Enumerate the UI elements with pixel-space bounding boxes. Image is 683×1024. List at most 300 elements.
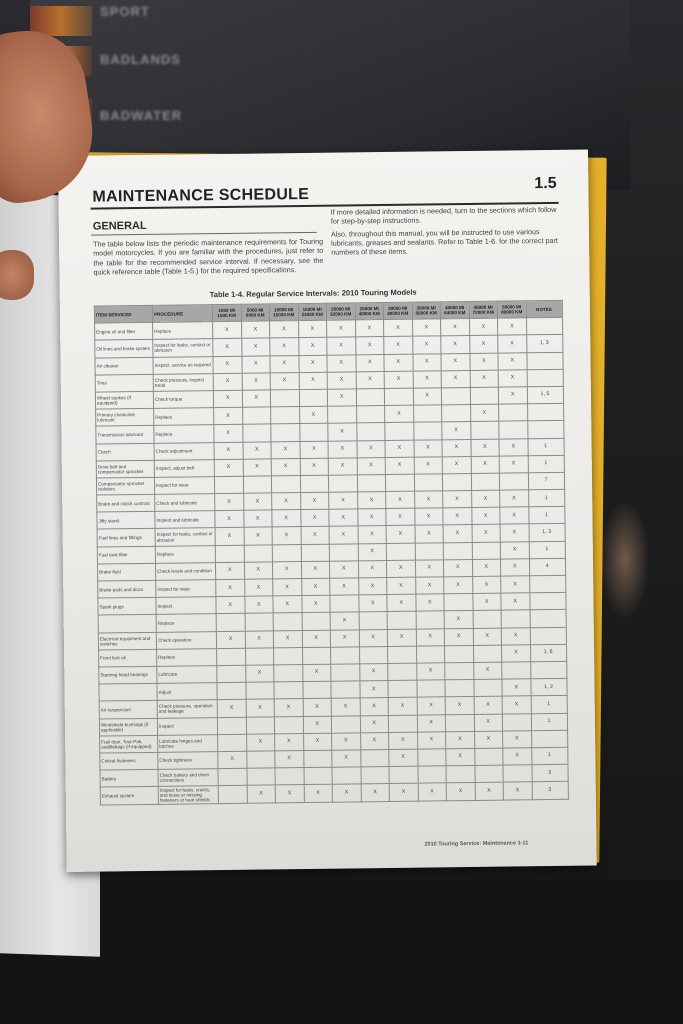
interval-mark-cell: X <box>298 338 327 356</box>
notes-cell <box>530 627 566 645</box>
interval-mark-cell: X <box>357 492 386 510</box>
interval-mark-cell: X <box>329 492 358 510</box>
interval-mark-cell: X <box>361 784 390 802</box>
interval-mark-cell <box>360 749 389 767</box>
interval-mark-cell: X <box>385 405 414 423</box>
procedure-cell: Adjust <box>157 683 217 701</box>
notes-cell <box>526 352 562 370</box>
interval-mark-cell: X <box>444 576 473 594</box>
interval-mark-cell: X <box>214 442 243 460</box>
table-header-cell: 1000 MI 1600 KM <box>212 304 241 322</box>
interval-mark-cell <box>330 595 359 613</box>
interval-mark-cell: X <box>471 490 500 508</box>
interval-mark-cell: X <box>474 731 503 749</box>
procedure-cell: Replace <box>156 614 216 632</box>
interval-mark-cell <box>302 613 331 631</box>
desk-surface <box>0 880 683 1024</box>
interval-mark-cell: X <box>389 732 418 750</box>
interval-mark-cell: X <box>215 493 244 511</box>
interval-mark-cell: X <box>214 425 243 443</box>
interval-mark-cell <box>303 767 332 785</box>
interval-mark-cell <box>388 680 417 698</box>
right-paragraph: If more detailed information is needed, turn to the sections which follow for step-by-step instructions. <box>330 204 557 226</box>
interval-mark-cell: X <box>357 457 386 475</box>
notes-cell: 1, 3 <box>526 335 562 353</box>
interval-mark-cell: X <box>303 716 332 734</box>
interval-mark-cell: X <box>300 458 329 476</box>
interval-mark-cell: X <box>301 595 330 613</box>
interval-mark-cell: X <box>245 665 274 683</box>
interval-mark-cell <box>499 421 528 439</box>
item-cell: Jiffy stand <box>97 512 155 530</box>
interval-mark-cell: X <box>330 578 359 596</box>
interval-mark-cell: X <box>416 663 445 681</box>
interval-mark-cell: X <box>355 320 384 338</box>
notes-cell: 3 <box>531 764 567 782</box>
notes-cell: 3 <box>532 782 568 800</box>
interval-mark-cell: X <box>441 353 470 371</box>
interval-mark-cell <box>331 715 360 733</box>
interval-mark-cell <box>272 544 301 562</box>
interval-mark-cell: X <box>387 577 416 595</box>
interval-mark-cell <box>385 474 414 492</box>
interval-mark-cell: X <box>443 508 472 526</box>
interval-mark-cell <box>416 646 445 664</box>
interval-mark-cell: X <box>298 320 327 338</box>
table-header-cell: 40000 MI 64000 KM <box>440 301 469 319</box>
right-paragraph: Also, throughout this manual, you will be instructed to use various lubricants, greases and sealants. Refer to Table 1-6. for the correct part numbers of these items. <box>330 226 558 257</box>
interval-mark-cell <box>471 473 500 491</box>
interval-mark-cell: X <box>216 596 245 614</box>
interval-mark-cell: X <box>413 439 442 457</box>
interval-mark-cell <box>501 610 530 628</box>
interval-mark-cell <box>328 475 357 493</box>
interval-mark-cell: X <box>386 560 415 578</box>
item-cell: Battery <box>100 769 158 787</box>
interval-mark-cell: X <box>273 596 302 614</box>
interval-mark-cell <box>274 664 303 682</box>
interval-mark-cell: X <box>358 560 387 578</box>
procedure-cell: Inspect, adjust belt <box>154 459 214 477</box>
interval-mark-cell: X <box>327 337 356 355</box>
monitor-menu-item: BADLANDS <box>100 52 181 67</box>
interval-mark-cell: X <box>217 700 246 718</box>
interval-mark-cell: X <box>273 579 302 597</box>
procedure-cell: Inspect for leaks, contact or abrasion <box>153 339 213 357</box>
notes-cell: 1 <box>531 747 567 765</box>
interval-mark-cell: X <box>386 491 415 509</box>
interval-mark-cell <box>217 648 246 666</box>
interval-mark-cell: X <box>413 371 442 389</box>
interval-mark-cell: X <box>417 714 446 732</box>
interval-mark-cell <box>271 424 300 442</box>
item-cell: Brake pads and discs <box>98 580 156 598</box>
interval-mark-cell: X <box>246 734 275 752</box>
interval-mark-cell: X <box>242 390 271 408</box>
interval-mark-cell: X <box>389 783 418 801</box>
interval-mark-cell <box>473 645 502 663</box>
interval-mark-cell: X <box>218 751 247 769</box>
interval-mark-cell: X <box>359 681 388 699</box>
interval-mark-cell: X <box>386 508 415 526</box>
interval-mark-cell: X <box>498 335 527 353</box>
interval-mark-cell: X <box>332 733 361 751</box>
interval-mark-cell: X <box>246 699 275 717</box>
interval-mark-cell: X <box>271 441 300 459</box>
procedure-cell: Check pressure, operation and leakage <box>157 700 217 718</box>
table-header-cell: 45000 MI 72000 KM <box>469 301 498 319</box>
section-rule <box>91 232 317 236</box>
procedure-cell: Replace <box>157 648 217 666</box>
interval-mark-cell: X <box>469 336 498 354</box>
interval-mark-cell <box>445 680 474 698</box>
procedure-cell: Inspect and lubricate <box>155 511 215 529</box>
interval-mark-cell: X <box>272 527 301 545</box>
interval-mark-cell <box>299 389 328 407</box>
procedure-cell: Check torque <box>153 391 213 409</box>
interval-mark-cell: X <box>243 493 272 511</box>
interval-mark-cell: X <box>501 593 530 611</box>
item-cell <box>99 683 157 701</box>
item-cell: Electrical equipment and switches <box>98 632 156 650</box>
interval-mark-cell: X <box>412 353 441 371</box>
interval-mark-cell: X <box>475 782 504 800</box>
table-header-cell: NOTES <box>526 300 562 318</box>
interval-mark-cell: X <box>247 785 276 803</box>
procedure-cell: Inspect for wear <box>156 580 216 598</box>
item-cell: Brake and clutch controls <box>97 494 155 512</box>
interval-mark-cell: X <box>446 731 475 749</box>
interval-mark-cell: X <box>471 507 500 525</box>
item-cell: Clutch <box>96 443 154 461</box>
interval-mark-cell <box>245 682 274 700</box>
interval-mark-cell <box>356 406 385 424</box>
interval-mark-cell: X <box>300 509 329 527</box>
interval-mark-cell: X <box>499 455 528 473</box>
interval-mark-cell: X <box>270 338 299 356</box>
interval-mark-cell: X <box>245 630 274 648</box>
interval-mark-cell: X <box>358 595 387 613</box>
interval-mark-cell <box>388 715 417 733</box>
interval-mark-cell: X <box>299 406 328 424</box>
table-header-cell: PROCEDURE <box>152 305 212 323</box>
interval-mark-cell: X <box>470 404 499 422</box>
monitor-menu-item: SPORT <box>100 4 150 19</box>
interval-mark-cell <box>413 422 442 440</box>
interval-mark-cell <box>470 387 499 405</box>
interval-mark-cell: X <box>415 594 444 612</box>
notes-cell: 1 <box>528 455 564 473</box>
interval-mark-cell: X <box>216 631 245 649</box>
interval-mark-cell: X <box>241 355 270 373</box>
interval-mark-cell: X <box>330 612 359 630</box>
interval-mark-cell: X <box>469 353 498 371</box>
interval-mark-cell: X <box>444 611 473 629</box>
interval-mark-cell <box>388 663 417 681</box>
interval-mark-cell: X <box>498 387 527 405</box>
item-cell: Tires <box>95 374 153 392</box>
interval-mark-cell: X <box>270 372 299 390</box>
interval-mark-cell <box>242 407 271 425</box>
holding-finger <box>0 250 34 300</box>
notes-cell <box>530 661 566 679</box>
interval-mark-cell: X <box>415 560 444 578</box>
notes-cell: 1 <box>531 696 567 714</box>
interval-mark-cell <box>499 404 528 422</box>
interval-mark-cell <box>417 749 446 767</box>
procedure-cell: Check adjustment <box>154 442 214 460</box>
interval-mark-cell: X <box>384 354 413 372</box>
procedure-cell: Replace <box>154 425 214 443</box>
interval-mark-cell: X <box>271 458 300 476</box>
interval-mark-cell: X <box>417 697 446 715</box>
interval-mark-cell <box>474 748 503 766</box>
procedure-cell: Inspect <box>157 717 217 735</box>
interval-mark-cell <box>416 680 445 698</box>
procedure-cell: Check operation <box>156 631 216 649</box>
interval-mark-cell <box>274 682 303 700</box>
interval-mark-cell: X <box>471 456 500 474</box>
interval-mark-cell <box>214 476 243 494</box>
interval-mark-cell: X <box>385 457 414 475</box>
interval-mark-cell <box>245 648 274 666</box>
notes-cell <box>527 369 563 387</box>
interval-mark-cell: X <box>415 525 444 543</box>
interval-mark-cell: X <box>384 371 413 389</box>
monitor-menu-item: BADWATER <box>100 108 183 123</box>
interval-mark-cell: X <box>243 441 272 459</box>
interval-mark-cell: X <box>301 561 330 579</box>
interval-mark-cell: X <box>215 528 244 546</box>
interval-mark-cell: X <box>415 577 444 595</box>
interval-mark-cell: X <box>303 699 332 717</box>
interval-mark-cell <box>274 647 303 665</box>
notes-cell <box>526 318 562 336</box>
interval-mark-cell: X <box>216 579 245 597</box>
interval-mark-cell <box>274 716 303 734</box>
notes-cell: 1 <box>527 438 563 456</box>
interval-mark-cell <box>357 474 386 492</box>
interval-mark-cell: X <box>441 336 470 354</box>
interval-mark-cell: X <box>302 664 331 682</box>
interval-mark-cell: X <box>332 784 361 802</box>
section-number: 1.5 <box>534 174 557 193</box>
notes-cell: 1, 5 <box>527 386 563 404</box>
interval-mark-cell <box>356 388 385 406</box>
procedure-cell: Lubricate <box>157 666 217 684</box>
interval-mark-cell <box>270 390 299 408</box>
interval-mark-cell: X <box>356 371 385 389</box>
interval-mark-cell <box>389 766 418 784</box>
interval-mark-cell: X <box>474 696 503 714</box>
notes-cell <box>527 421 563 439</box>
interval-mark-cell: X <box>213 373 242 391</box>
interval-mark-cell <box>472 542 501 560</box>
interval-mark-cell: X <box>357 509 386 527</box>
procedure-cell: Inspect for leaks, cracks, and loose or missing fasteners or heat shields <box>158 786 218 804</box>
interval-mark-cell: X <box>472 593 501 611</box>
procedure-cell: Check tightness <box>158 751 218 769</box>
interval-mark-cell <box>331 664 360 682</box>
interval-mark-cell: X <box>303 733 332 751</box>
item-cell: Fuel lines and fittings <box>97 529 155 547</box>
interval-mark-cell: X <box>213 321 242 339</box>
interval-mark-cell <box>474 765 503 783</box>
interval-mark-cell <box>300 475 329 493</box>
interval-mark-cell: X <box>327 372 356 390</box>
procedure-cell: Check and lubricate <box>155 494 215 512</box>
interval-mark-cell: X <box>213 356 242 374</box>
interval-mark-cell: X <box>274 699 303 717</box>
interval-mark-cell <box>442 473 471 491</box>
interval-mark-cell: X <box>500 559 529 577</box>
table-header-cell: ITEM SERVICED <box>94 305 152 323</box>
item-cell: Drive belt and compensator sprocket <box>96 460 154 478</box>
interval-mark-cell: X <box>446 748 475 766</box>
interval-mark-cell: X <box>500 490 529 508</box>
interval-mark-cell: X <box>501 627 530 645</box>
item-cell: Windshield bushings (if applicable) <box>99 718 157 736</box>
interval-mark-cell: X <box>442 456 471 474</box>
interval-mark-cell <box>216 614 245 632</box>
interval-mark-cell: X <box>355 337 384 355</box>
interval-mark-cell: X <box>470 439 499 457</box>
item-cell: Compensator sprocket isolators <box>96 477 154 495</box>
interval-mark-cell <box>218 768 247 786</box>
interval-mark-cell: X <box>331 698 360 716</box>
interval-mark-cell: X <box>330 629 359 647</box>
interval-mark-cell: X <box>503 748 532 766</box>
interval-mark-cell <box>245 613 274 631</box>
item-cell: Spark plugs <box>98 598 156 616</box>
interval-mark-cell: X <box>270 321 299 339</box>
notes-cell <box>529 575 565 593</box>
interval-mark-cell: X <box>501 576 530 594</box>
interval-mark-cell: X <box>414 508 443 526</box>
interval-mark-cell <box>359 612 388 630</box>
interval-mark-cell: X <box>356 440 385 458</box>
interval-mark-cell: X <box>387 629 416 647</box>
interval-mark-cell: X <box>358 543 387 561</box>
interval-mark-cell: X <box>328 440 357 458</box>
interval-mark-cell: X <box>275 750 304 768</box>
interval-mark-cell: X <box>444 628 473 646</box>
interval-mark-cell: X <box>360 732 389 750</box>
interval-mark-cell <box>217 682 246 700</box>
interval-mark-cell <box>417 766 446 784</box>
item-cell: Primary chaincase lubricant <box>96 408 154 426</box>
interval-mark-cell: X <box>473 628 502 646</box>
item-cell: Fuel door, Tour-Pak, saddlebags (if equipped) <box>100 735 158 753</box>
table-header-cell: 10000 MI 16000 KM <box>269 304 298 322</box>
interval-mark-cell: X <box>384 337 413 355</box>
interval-mark-cell: X <box>417 731 446 749</box>
interval-mark-cell: X <box>443 491 472 509</box>
interval-mark-cell <box>416 611 445 629</box>
interval-mark-cell <box>445 662 474 680</box>
interval-mark-cell: X <box>412 319 441 337</box>
interval-mark-cell <box>445 645 474 663</box>
manual-page <box>58 150 597 872</box>
interval-mark-cell <box>275 768 304 786</box>
item-cell: Oil lines and brake system <box>95 340 153 358</box>
interval-mark-cell: X <box>360 698 389 716</box>
interval-mark-cell <box>360 767 389 785</box>
notes-cell: 7 <box>528 472 564 490</box>
interval-mark-cell: X <box>499 438 528 456</box>
interval-mark-cell: X <box>472 576 501 594</box>
interval-mark-cell <box>356 423 385 441</box>
procedure-cell: Inspect, service as required <box>153 356 213 374</box>
interval-mark-cell <box>244 545 273 563</box>
interval-mark-cell: X <box>272 510 301 528</box>
interval-mark-cell: X <box>389 749 418 767</box>
interval-mark-cell: X <box>355 354 384 372</box>
procedure-cell: Replace <box>154 408 214 426</box>
interval-mark-cell: X <box>270 355 299 373</box>
interval-mark-cell: X <box>244 562 273 580</box>
interval-mark-cell <box>499 473 528 491</box>
item-cell: Air cleaner <box>95 357 153 375</box>
interval-mark-cell: X <box>332 750 361 768</box>
procedure-cell: Check battery and clean connections <box>158 769 218 787</box>
interval-mark-cell <box>246 768 275 786</box>
interval-mark-cell: X <box>358 578 387 596</box>
notes-cell: 1 <box>528 507 564 525</box>
notes-cell: 1, 6 <box>530 644 566 662</box>
item-cell: Steering head bearings <box>99 666 157 684</box>
interval-mark-cell <box>217 665 246 683</box>
item-cell: Front fork oil <box>99 649 157 667</box>
page-title: MAINTENANCE SCHEDULE <box>92 185 310 206</box>
interval-mark-cell <box>246 716 275 734</box>
interval-mark-cell: X <box>503 782 532 800</box>
table-header-cell: 50000 MI 80000 KM <box>497 301 526 319</box>
interval-mark-cell: X <box>329 509 358 527</box>
interval-mark-cell: X <box>301 527 330 545</box>
interval-mark-cell: X <box>414 491 443 509</box>
notes-cell: 4 <box>529 558 565 576</box>
page-footer: 2010 Touring Service: Maintenance 1-11 <box>424 840 529 848</box>
interval-mark-cell <box>302 681 331 699</box>
notes-cell <box>527 403 563 421</box>
table-header-cell: 25000 MI 40000 KM <box>355 303 384 321</box>
interval-mark-cell: X <box>443 559 472 577</box>
interval-mark-cell: X <box>441 370 470 388</box>
table-header-cell: 20000 MI 32000 KM <box>326 303 355 321</box>
interval-mark-cell: X <box>242 373 271 391</box>
notes-cell: 1 <box>531 713 567 731</box>
interval-mark-cell <box>384 388 413 406</box>
interval-mark-cell: X <box>272 561 301 579</box>
interval-mark-cell <box>473 679 502 697</box>
interval-mark-cell: X <box>214 459 243 477</box>
interval-mark-cell: X <box>275 733 304 751</box>
interval-mark-cell: X <box>500 507 529 525</box>
item-cell <box>98 615 156 633</box>
interval-mark-cell <box>303 750 332 768</box>
interval-mark-cell: X <box>473 662 502 680</box>
interval-mark-cell <box>218 785 247 803</box>
procedure-cell: Replace <box>153 322 213 340</box>
intro-paragraph: The table below lists the periodic maintenance requirements for Touring model motorcycles. If you are familiar with the procedures, just refer to the table for the recommended service interval. If necessary, see the quick reference table (Table 1-5.) for the required specifications. <box>93 236 324 277</box>
interval-mark-cell <box>243 476 272 494</box>
interval-mark-cell: X <box>412 336 441 354</box>
interval-mark-cell: X <box>384 319 413 337</box>
interval-mark-cell <box>328 406 357 424</box>
table-caption: Table 1-4. Regular Service Intervals: 2010 Touring Models <box>209 287 417 300</box>
interval-mark-cell: X <box>502 679 531 697</box>
